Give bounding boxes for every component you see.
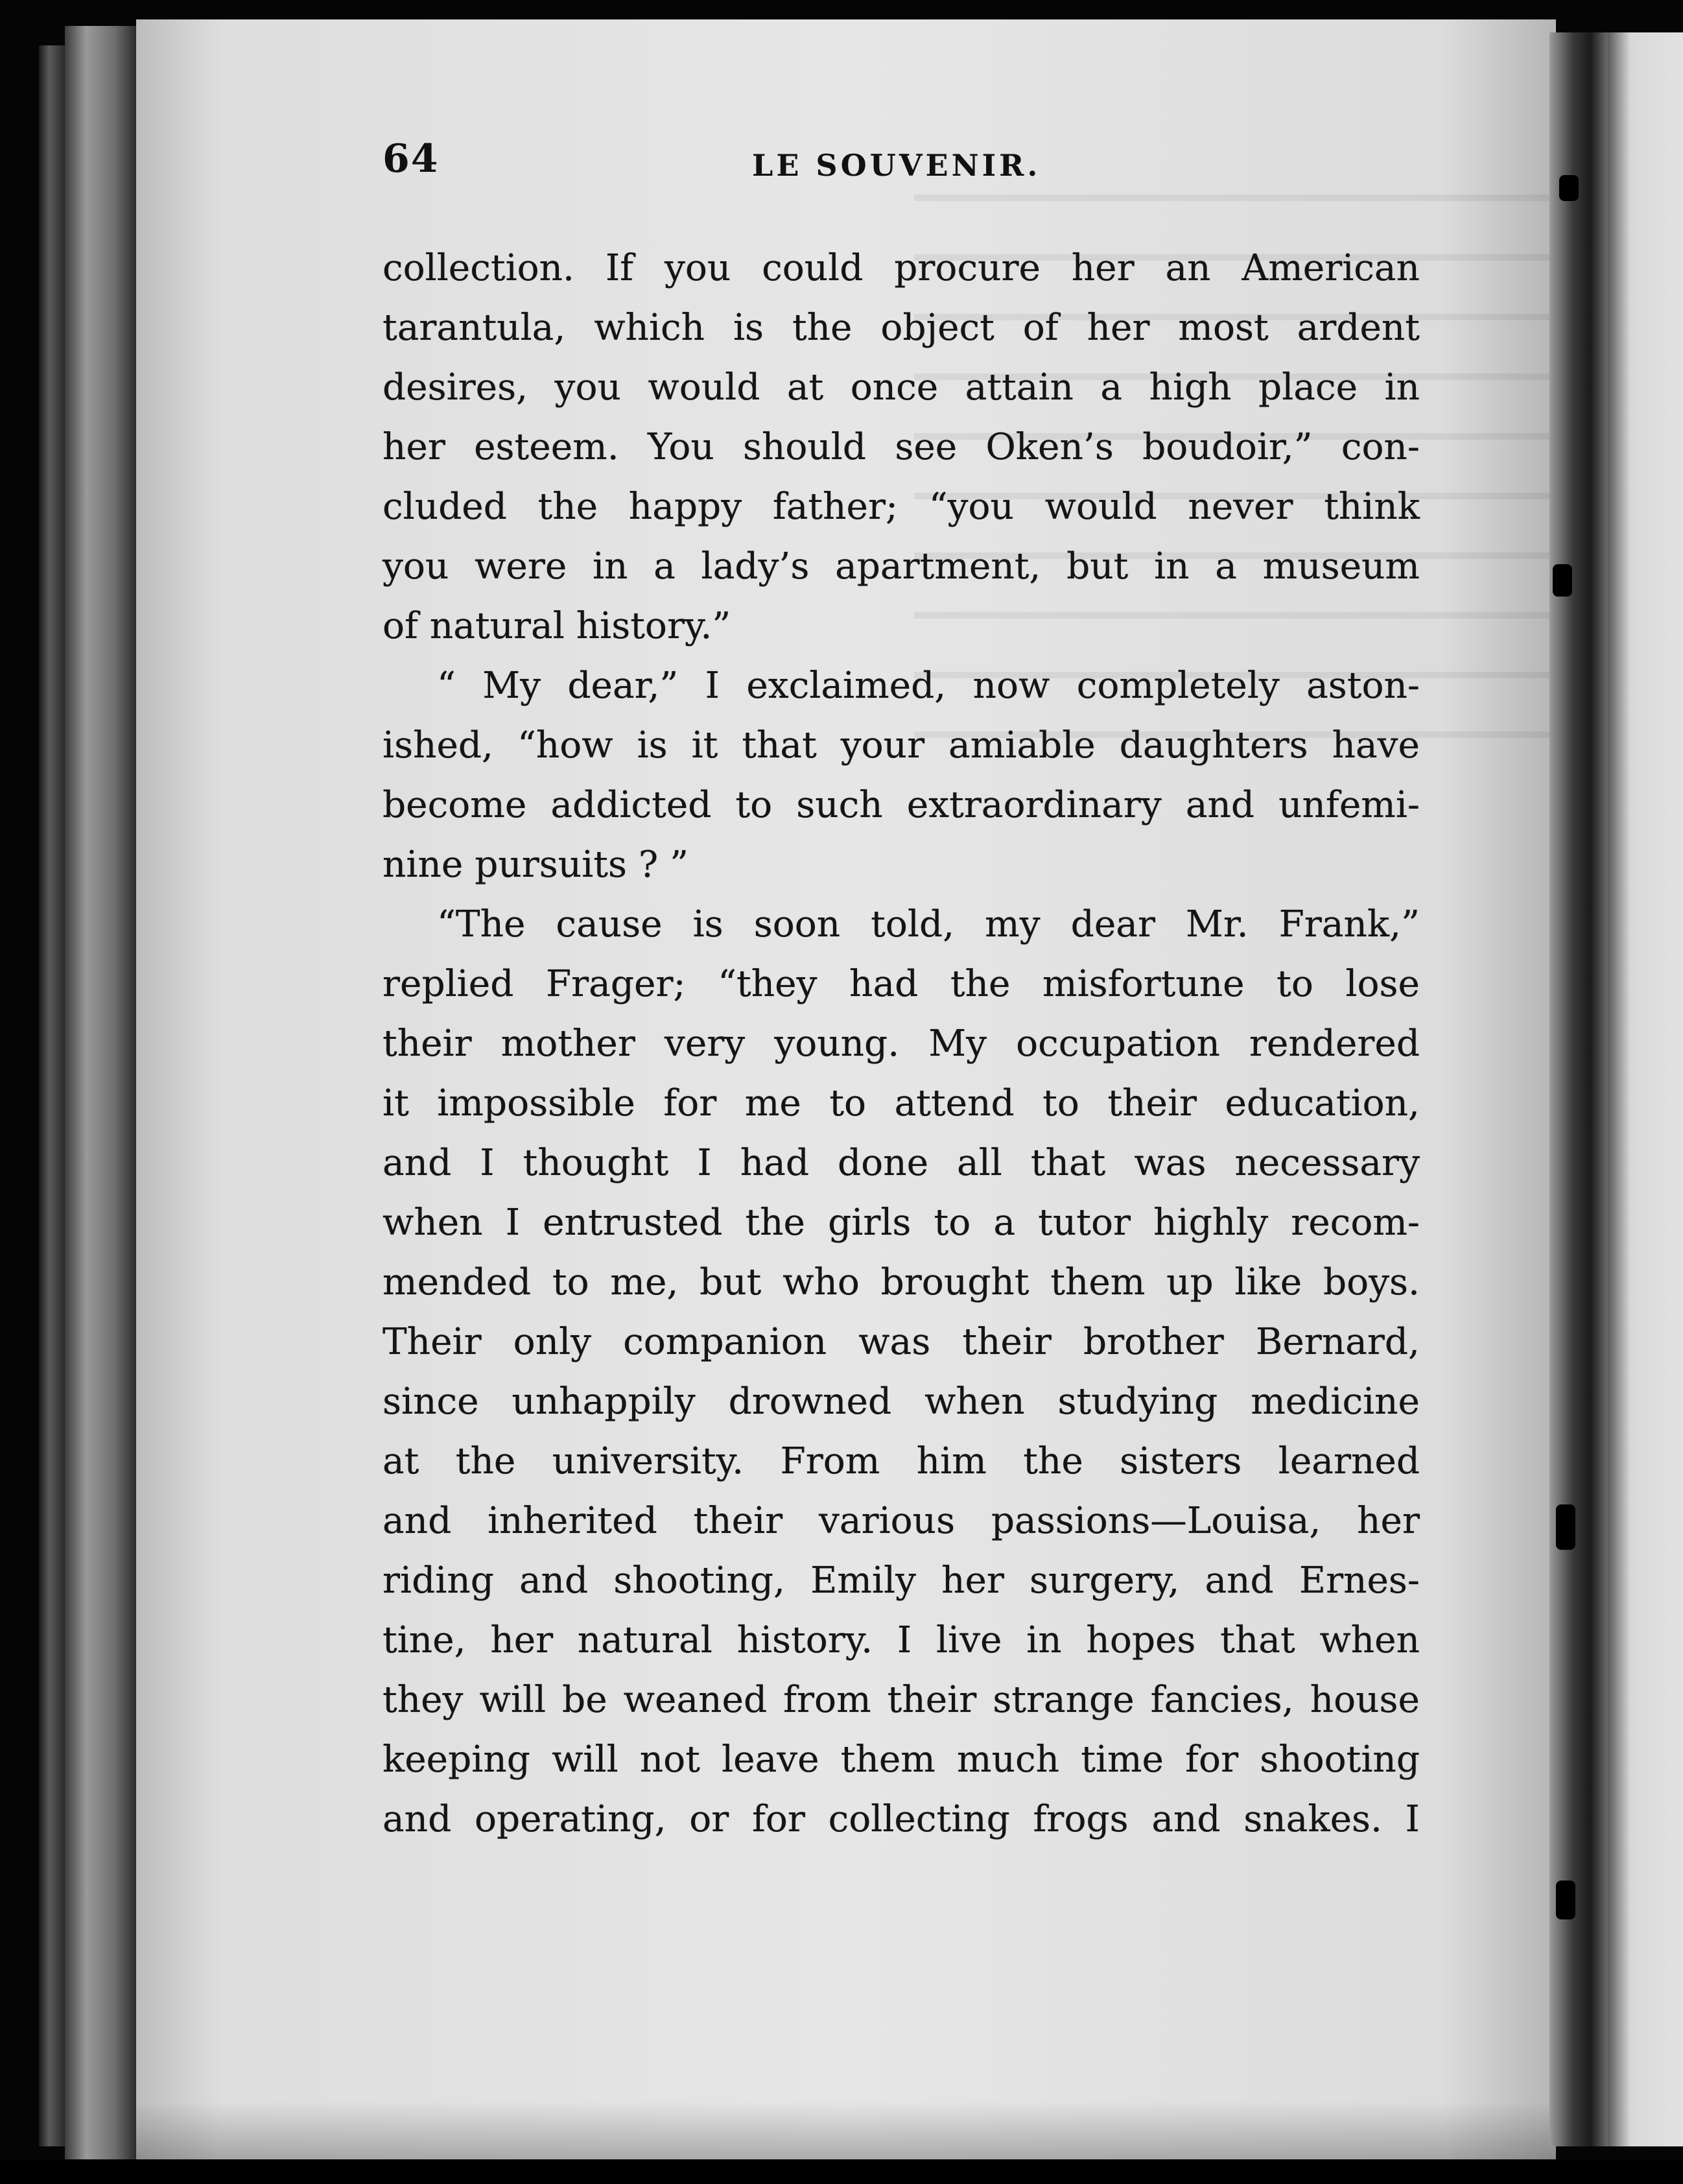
text-line: replied Frager; “they had the misfortune to lose bbox=[383, 963, 1420, 1005]
text-line: ished, “how is it that your amiable daughters have bbox=[383, 724, 1420, 766]
text-line: become addicted to such extraordinary and unfemi- bbox=[383, 784, 1420, 826]
scan-bottom-border bbox=[0, 2159, 1683, 2184]
text-line: her esteem. You should see Oken’s boudoir,” con- bbox=[383, 426, 1420, 468]
page-header bbox=[383, 136, 1420, 195]
text-line: since unhappily drowned when studying medicine bbox=[383, 1381, 1420, 1423]
text-line: they will be weaned from their strange fancies, house bbox=[383, 1679, 1420, 1721]
text-line: tine, her natural history. I live in hopes that when bbox=[383, 1619, 1420, 1661]
binding-mark bbox=[1556, 1504, 1575, 1550]
body-text bbox=[383, 239, 1420, 1849]
page-stack-left bbox=[65, 26, 136, 2159]
text-line: desires, you would at once attain a high place in bbox=[383, 366, 1420, 409]
text-line: cluded the happy father; “you would never think bbox=[383, 486, 1420, 528]
binding-mark bbox=[1556, 1881, 1575, 1919]
book-spine-edge bbox=[39, 45, 65, 2146]
text-line: and inherited their various passions—Louisa, her bbox=[383, 1500, 1420, 1542]
binding-mark bbox=[1553, 564, 1572, 597]
text-line: “The cause is soon told, my dear Mr. Frank,” bbox=[437, 903, 1420, 945]
text-line: when I entrusted the girls to a tutor highly recom- bbox=[383, 1202, 1420, 1244]
text-line: tarantula, which is the object of her most ardent bbox=[383, 307, 1420, 349]
text-line: at the university. From him the sisters learned bbox=[383, 1440, 1420, 1482]
text-line: of natural history.” bbox=[383, 605, 731, 647]
text-line: “ My dear,” I exclaimed, now completely aston- bbox=[437, 665, 1420, 707]
text-line: nine pursuits ? ” bbox=[383, 844, 689, 886]
page-shadow bbox=[136, 2101, 1556, 2159]
text-line: Their only companion was their brother Bernard, bbox=[383, 1321, 1420, 1363]
text-line: you were in a lady’s apartment, but in a museum bbox=[383, 545, 1420, 588]
facing-page-edge bbox=[1608, 32, 1683, 2146]
text-line: their mother very young. My occupation rendered bbox=[383, 1023, 1420, 1065]
running-head: LE SOUVENIR. bbox=[752, 148, 1041, 183]
text-line: and operating, or for collecting frogs and snakes. I bbox=[383, 1798, 1420, 1840]
text-line: collection. If you could procure her an American bbox=[383, 247, 1420, 289]
text-line: riding and shooting, Emily her surgery, and Ernes- bbox=[383, 1560, 1420, 1602]
page-number: 64 bbox=[383, 136, 440, 182]
text-line: and I thought I had done all that was necessary bbox=[383, 1142, 1420, 1184]
binding-mark bbox=[1559, 175, 1579, 201]
book-gutter bbox=[1549, 32, 1608, 2146]
text-line: it impossible for me to attend to their education, bbox=[383, 1082, 1420, 1124]
text-line: keeping will not leave them much time for shooting bbox=[383, 1739, 1420, 1781]
text-line: mended to me, but who brought them up like boys. bbox=[383, 1261, 1420, 1303]
